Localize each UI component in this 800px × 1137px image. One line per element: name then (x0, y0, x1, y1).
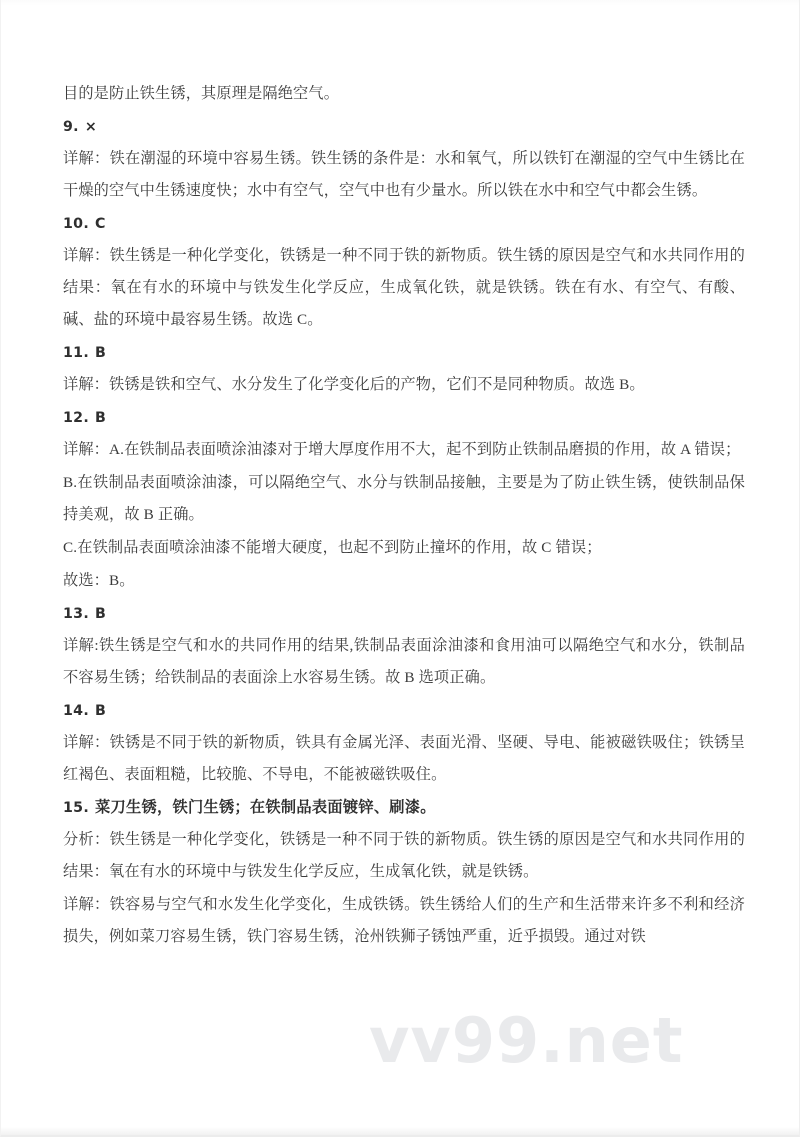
watermark-text: vv99.net (369, 1004, 684, 1077)
explanation-12-option-c: C.在铁制品表面喷涂油漆不能增大硬度，也起不到防止撞坏的作用，故 C 错误； (63, 539, 602, 556)
answer-value: B (95, 606, 107, 622)
explanation-13: 详解:铁生锈是空气和水的共同作用的结果,铁制品表面涂油漆和食用油可以隔绝空气和水分，铁制品不容易生锈；给铁制品的表面涂上水容易生锈。故 B 选项正确。 (63, 637, 745, 686)
answer-number: 10. (63, 216, 90, 232)
answer-heading-15 (63, 792, 745, 824)
explanation-12-conclusion: 故选：B。 (63, 572, 135, 589)
explanation-10: 详解：铁生锈是一种化学变化，铁锈是一种不同于铁的新物质。铁生锈的原因是空气和水共同作用的结果：氧在有水的环境中与铁发生化学反应，生成氧化铁，就是铁锈。铁在有水、有空气、有酸、碱、盐的环境中最容易生锈。故选 C。 (63, 247, 745, 328)
explanation-11: 详解：铁锈是铁和空气、水分发生了化学变化后的产物，它们不是同种物质。故选 B。 (63, 376, 645, 393)
answer-number: 12. (63, 410, 90, 426)
answer-number: 11. (63, 345, 90, 361)
explanation-14: 详解：铁锈是不同于铁的新物质，铁具有金属光泽、表面光滑、坚硬、导电、能被磁铁吸住；铁锈呈红褐色、表面粗糙，比较脆、不导电，不能被磁铁吸住。 (63, 734, 745, 783)
page-bottom-edge (1, 1127, 799, 1135)
answer-heading-12 (63, 402, 745, 434)
answer-number: 9. (63, 119, 79, 135)
document-text-body (63, 78, 745, 954)
explanation-12-option-b: B.在铁制品表面喷涂油漆，可以隔绝空气、水分与铁制品接触，主要是为了防止铁生锈，使铁制品保持美观，故 B 正确。 (63, 474, 745, 523)
page-top-edge (1, 0, 799, 6)
answer-value: × (84, 119, 98, 135)
explanation-9: 详解：铁在潮湿的环境中容易生锈。铁生锈的条件是：水和氧气，所以铁钉在潮湿的空气中生锈比在干燥的空气中生锈速度快；水中有空气，空气中也有少量水。所以铁在水中和空气中都会生锈。 (63, 150, 745, 199)
analysis-15: 分析：铁生锈是一种化学变化，铁锈是一种不同于铁的新物质。铁生锈的原因是空气和水共同作用的结果：氧在有水的环境中与铁发生化学反应，生成氧化铁，就是铁锈。 (63, 831, 745, 880)
answer-heading-11 (63, 337, 745, 369)
answer-value: C (95, 216, 106, 232)
explanation-12-option-a: 详解：A.在铁制品表面喷涂油漆对于增大厚度作用不大，起不到防止铁制品磨损的作用，故 A 错误； (63, 441, 741, 458)
answer-number: 14. (63, 703, 90, 719)
answer-number: 15. (63, 800, 90, 816)
paragraph-continuation: 目的是防止铁生锈，其原理是隔绝空气。 (63, 85, 340, 102)
answer-value: B (95, 410, 107, 426)
answer-heading-14 (63, 695, 745, 727)
answer-value: 菜刀生锈，铁门生锈；在铁制品表面镀锌、刷漆。 (95, 799, 436, 816)
answer-heading-9 (63, 111, 745, 143)
answer-value: B (95, 345, 107, 361)
answer-number: 13. (63, 606, 90, 622)
answer-heading-10 (63, 208, 745, 240)
answer-heading-13 (63, 598, 745, 630)
answer-value: B (95, 703, 107, 719)
explanation-15: 详解：铁容易与空气和水发生化学变化，生成铁锈。铁生锈给人们的生产和生活带来许多不利和经济损失，例如菜刀容易生锈，铁门容易生锈，沧州铁狮子锈蚀严重，近乎损毁。通过对铁 (63, 896, 745, 945)
